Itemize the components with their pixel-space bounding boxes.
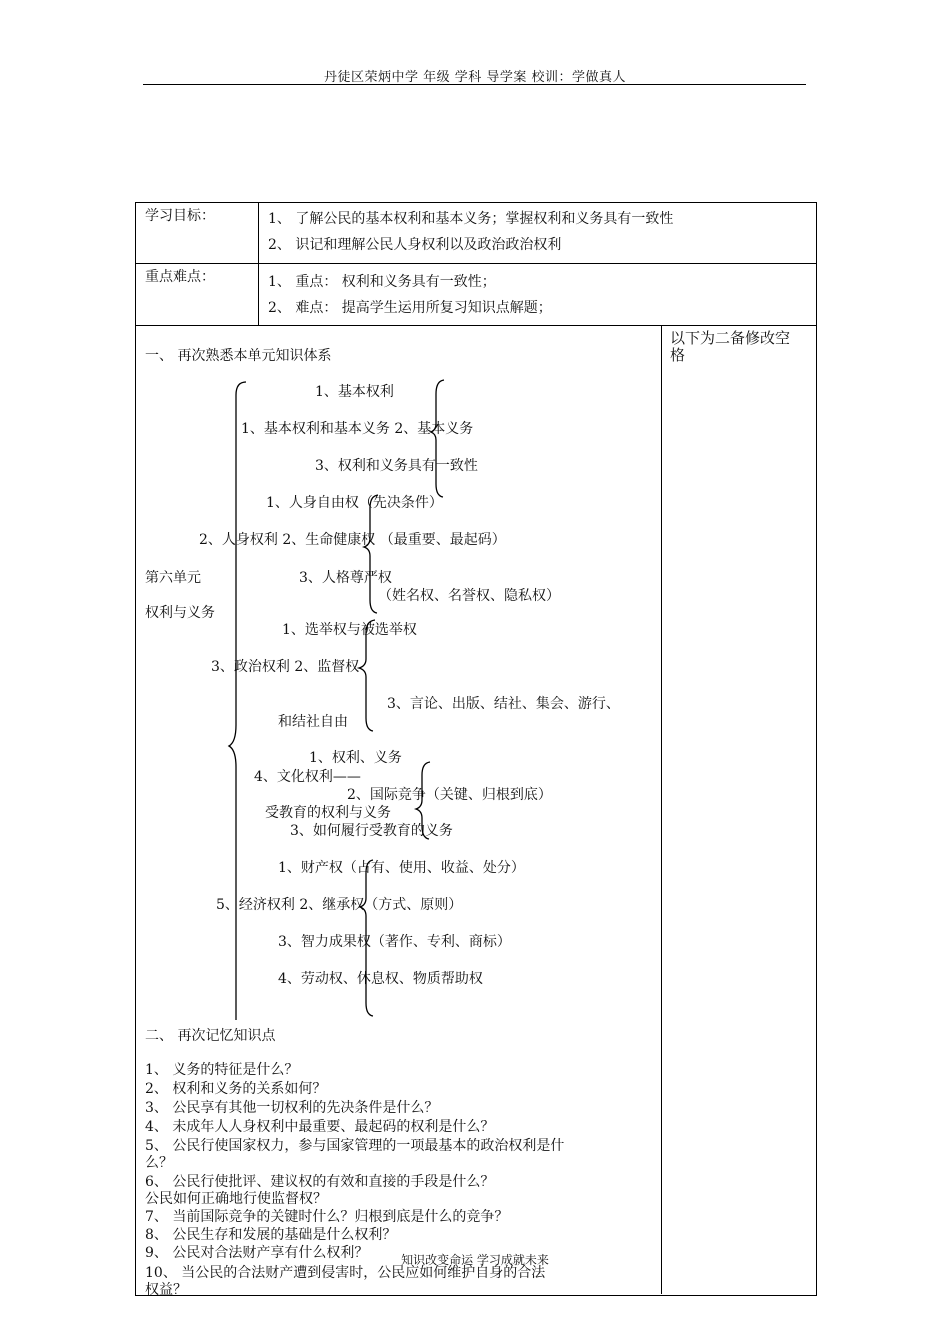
objectives-label: 学习目标： xyxy=(145,208,215,224)
objective-item-2: 2、 识记和理解公民人身权利以及政治政治权利 xyxy=(268,237,562,253)
tree-political-rights: 3、政治权利 2、监督权 xyxy=(211,659,360,675)
question-5-cont: 么？ xyxy=(145,1155,173,1171)
tree-education-rights: 受教育的权利与义务 xyxy=(265,805,391,821)
tree-speech-cont: 和结社自由 xyxy=(278,714,348,730)
tree-culture-1: 1、权利、义务 xyxy=(309,750,402,766)
question-4: 4、 未成年人人身权利中最重要、最起码的权利是什么？ xyxy=(145,1119,495,1135)
side-note-line-2: 格 xyxy=(670,346,686,364)
tree-personal-rights: 2、人身权利 2、生命健康权 （最重要、最起码） xyxy=(199,532,506,548)
side-note-line-1: 以下为二备修改空 xyxy=(670,329,791,347)
tree-consistency: 3、权利和义务具有一致性 xyxy=(315,458,478,474)
tree-rights-duties: 1、基本权利和基本义务 2、基本义务 xyxy=(241,421,474,437)
tree-election: 1、选举权与被选举权 xyxy=(282,622,417,638)
section1-title: 一、 再次熟悉本单元知识体系 xyxy=(145,348,332,364)
key-point-item-2: 2、 难点： 提高学生运用所复习知识点解题； xyxy=(268,300,552,316)
key-points-label: 重点难点： xyxy=(145,269,215,285)
question-9: 9、 公民对合法财产享有什么权利？ xyxy=(145,1245,369,1261)
question-10: 10、 当公民的合法财产遭到侵害时，公民应如何维护自身的合法 xyxy=(145,1265,546,1281)
question-10-cont: 权益？ xyxy=(145,1282,187,1298)
question-2: 2、 权利和义务的关系如何？ xyxy=(145,1081,327,1097)
objective-item-1: 1、 了解公民的基本权利和基本义务；掌握权利和义务具有一致性 xyxy=(268,211,674,227)
tree-dignity: 3、人格尊严权 xyxy=(299,570,392,586)
tree-education-duty: 3、如何履行受教育的义务 xyxy=(290,823,453,839)
unit-title: 权利与义务 xyxy=(145,605,215,621)
unit-number: 第六单元 xyxy=(145,570,201,586)
question-7: 7、 当前国际竞争的关键时什么？归根到底是什么的竞争？ xyxy=(145,1209,509,1225)
question-5: 5、 公民行使国家权力，参与国家管理的一项最基本的政治权利是什 xyxy=(145,1138,565,1154)
tree-economic-rights: 5、经济权利 2、继承权（方式、原则） xyxy=(216,897,463,913)
tree-speech: 3、言论、出版、结社、集会、游行、 xyxy=(387,696,620,712)
tree-basic-rights: 1、基本权利 xyxy=(315,384,394,400)
tree-labor: 4、劳动权、休息权、物质帮助权 xyxy=(278,971,483,987)
tree-dignity-detail: （姓名权、名誉权、隐私权） xyxy=(378,588,560,604)
question-3: 3、 公民享有其他一切权利的先决条件是什么？ xyxy=(145,1100,439,1116)
question-6: 6、 公民行使批评、建议权的有效和直接的手段是什么？ xyxy=(145,1174,495,1190)
tree-cultural-rights: 4、文化权利—— xyxy=(254,769,361,785)
tree-intellectual: 3、智力成果权（著作、专利、商标） xyxy=(278,934,511,950)
key-point-item-1: 1、 重点： 权利和义务具有一致性； xyxy=(268,274,496,290)
question-8: 8、 公民生存和发展的基础是什么权利？ xyxy=(145,1227,397,1243)
tree-property: 1、财产权（占有、使用、收益、处分） xyxy=(278,860,525,876)
page-header: 丹徒区荣炳中学 年级 学科 导学案 校训：学做真人 xyxy=(323,70,627,85)
section2-title: 二、 再次记忆知识点 xyxy=(145,1028,276,1044)
tree-competition: 2、国际竞争（关键、归根到底） xyxy=(347,787,552,803)
page-footer: 知识改变命运 学习成就未来 xyxy=(401,1253,549,1267)
tree-personal-freedom: 1、人身自由权（先决条件） xyxy=(266,495,443,511)
question-1: 1、 义务的特征是什么？ xyxy=(145,1062,299,1078)
question-6-cont: 公民如何正确地行使监督权？ xyxy=(145,1191,327,1207)
